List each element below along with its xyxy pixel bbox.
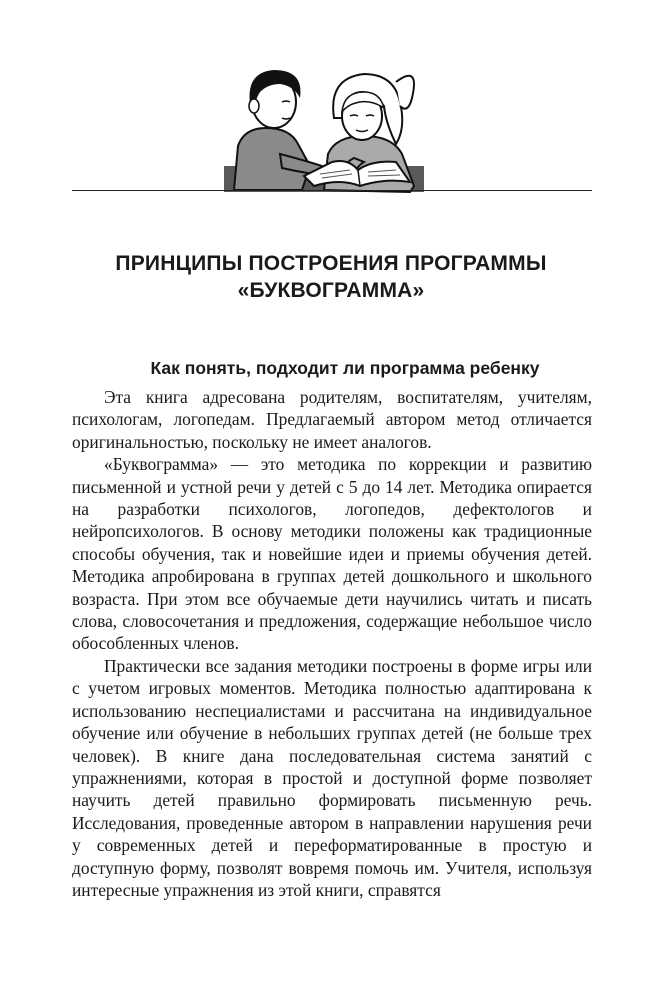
children-reading-illustration <box>224 58 446 196</box>
body-text <box>72 386 592 901</box>
boy-ear <box>249 99 259 113</box>
paragraph: Эта книга адресована родителям, воспитателям, учителям, психологам, логопедам. Предлагаемый автором метод отличается оригинальностью, поскольку не имеет аналогов. <box>72 387 592 452</box>
section-title: Как понять, подходит ли программа ребенку <box>150 358 540 378</box>
chapter-title-line1: ПРИНЦИПЫ ПОСТРОЕНИЯ ПРОГРАММЫ <box>115 252 547 275</box>
header-rule <box>72 190 592 191</box>
paragraph: «Буквограмма» — это методика по коррекции и развитию письменной и устной речи у детей с 5 до 14 лет. Методика опирается на разработки психологов, логопедов, дефектологов и нейропсихологов. В основу методики положены как традиционные способы обучения, так и новейшие идеи и приемы обучения детей. Методика апробирована в группах детей дошкольного и школьного возраста. При этом все обучаемые дети научились читать и писать слова, словосочетания и предложения, содержащие небольшое число обособленных членов. <box>72 454 592 654</box>
chapter-title-line2: «БУКВОГРАММА» <box>237 279 425 302</box>
paragraph: Практически все задания методики построены в форме игры или с учетом игровых моментов. Методика полностью адаптирована к использованию неспециалистами и рассчитана на индивидуальное обучение или обучение в небольших группах детей (не больше трех человек). В книге дана последовательная система занятий с упражнениями, которая в простой и доступной форме позволяет научить детей правильно формировать письменную речь. Исследования, проведенные автором в направлении нарушения речи у современных детей и переформатированные в простую и доступную форму, позволят вовремя помочь им. Учителя, используя интересные упражнения из этой книги, справятся <box>72 655 592 900</box>
chapter-title <box>60 250 602 304</box>
